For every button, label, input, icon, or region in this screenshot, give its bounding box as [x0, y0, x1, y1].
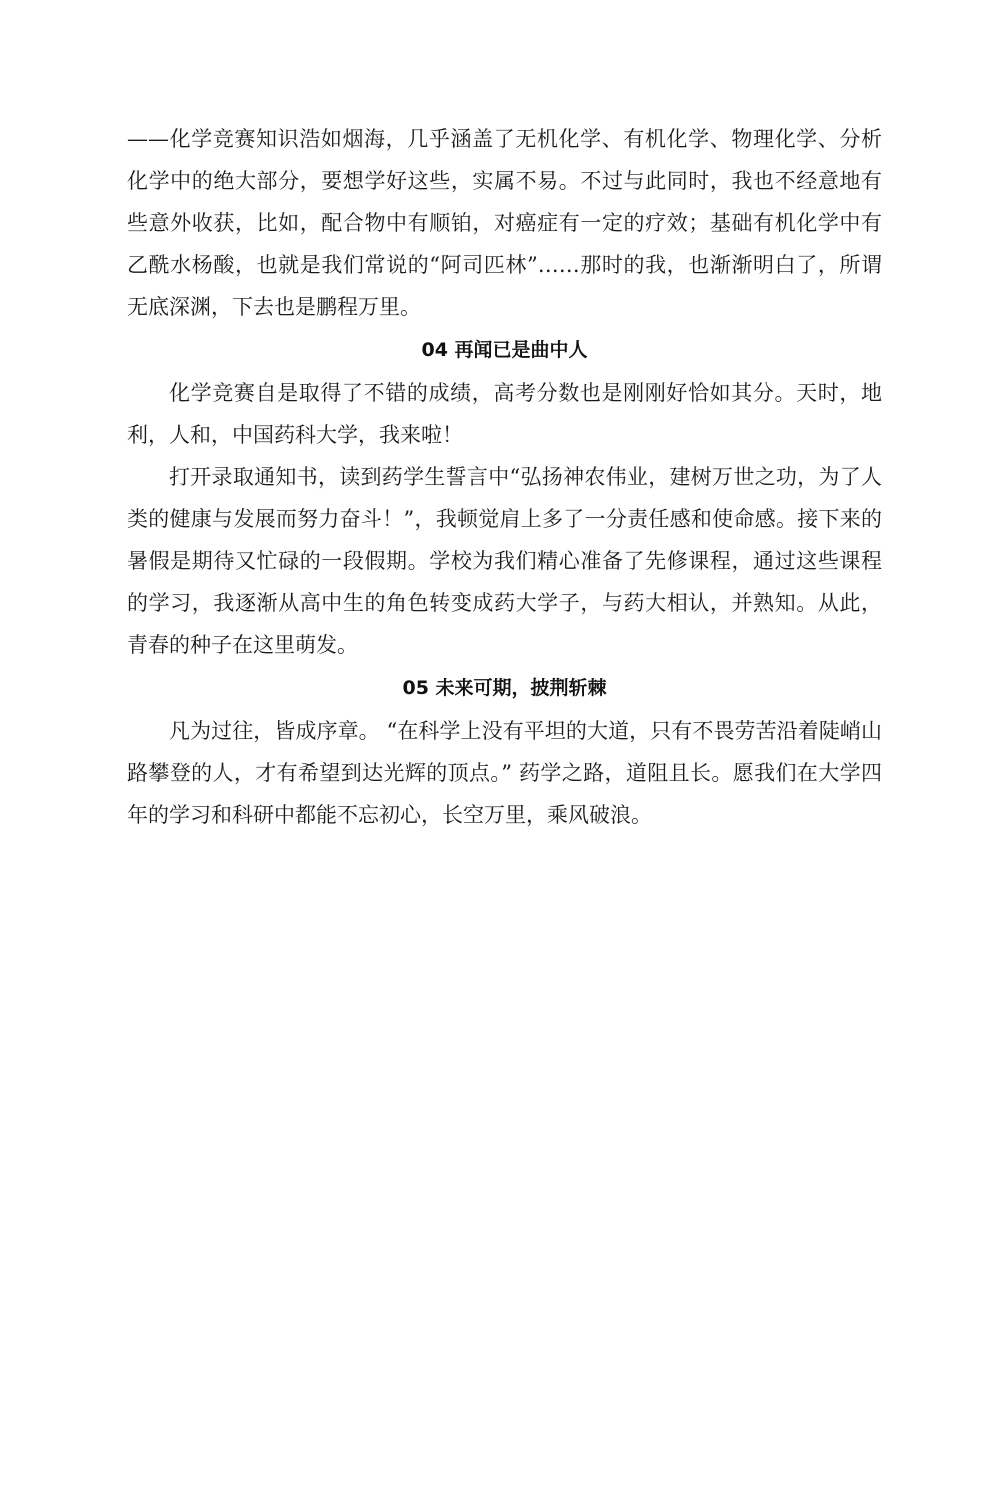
document-body — [127, 118, 882, 836]
section-04-paragraph-2: 打开录取通知书，读到药学生誓言中“弘扬神农伟业，建树万世之功，为了人类的健康与发展而努力奋斗！”，我顿觉肩上多了一分责任感和使命感。接下来的暑假是期待又忙碌的一段假期。学校为我们精心准备了先修课程，通过这些课程的学习，我逐渐从高中生的角色转变成药大学子，与药大相认，并熟知。从此，青春的种子在这里萌发。 — [127, 465, 882, 657]
intro-paragraph: ——化学竞赛知识浩如烟海，几乎涵盖了无机化学、有机化学、物理化学、分析化学中的绝大部分，要想学好这些，实属不易。不过与此同时，我也不经意地有些意外收获，比如，配合物中有顺铂，对癌症有一定的疗效；基础有机化学中有乙酰水杨酸，也就是我们常说的“阿司匹林”……那时的我，也渐渐明白了，所谓无底深渊，下去也是鹏程万里。 — [127, 127, 882, 319]
section-05-paragraph-1: 凡为过往，皆成序章。 “在科学上没有平坦的大道，只有不畏劳苦沿着陡峭山路攀登的人，才有希望到达光辉的顶点。” 药学之路，道阻且长。愿我们在大学四年的学习和科研中都能不忘初心，长空万里，乘风破浪。 — [127, 719, 882, 827]
section-04-paragraph-1: 化学竞赛自是取得了不错的成绩，高考分数也是刚刚好恰如其分。天时，地利，人和，中国药科大学，我来啦！ — [127, 381, 882, 447]
section-heading-05: 05 未来可期，披荆斩棘 — [402, 677, 607, 699]
section-heading-04: 04 再闻已是曲中人 — [421, 339, 588, 361]
